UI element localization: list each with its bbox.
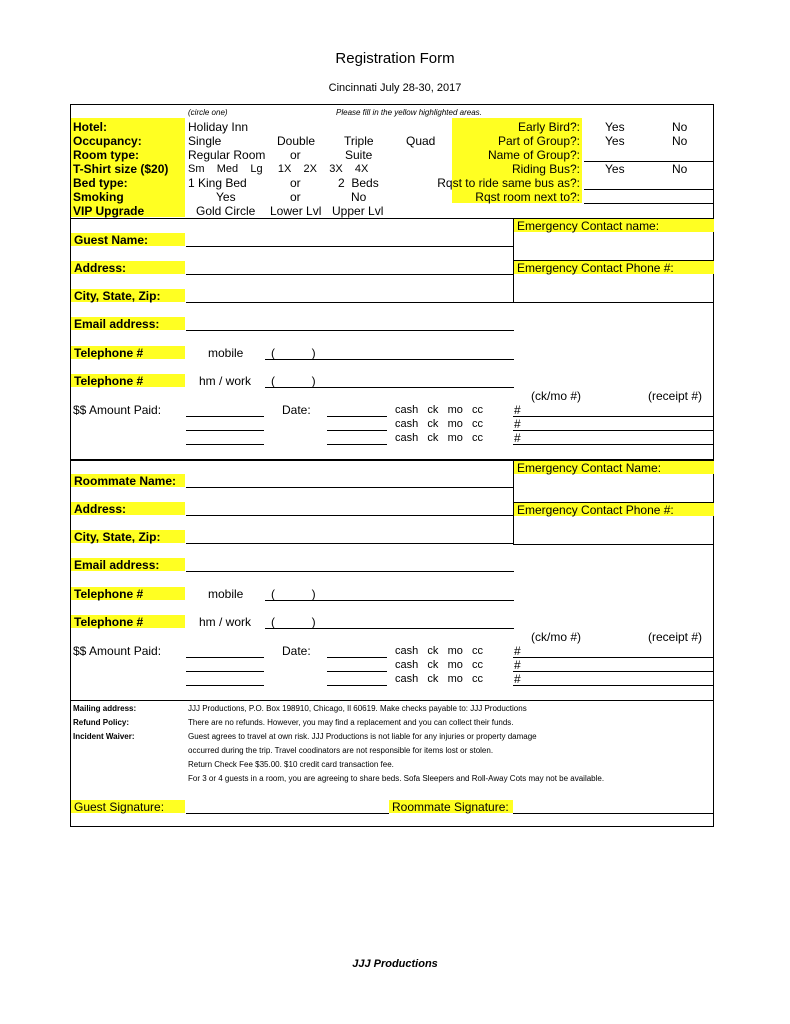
- same-bus-label: Rqst to ride same bus as?:: [437, 176, 580, 190]
- mailing-address-label: Mailing address:: [73, 704, 137, 713]
- guest-signature-line[interactable]: [186, 813, 389, 814]
- vip-lower[interactable]: Lower Lvl: [270, 204, 322, 218]
- guest-email-label: Email address:: [71, 317, 185, 330]
- roommate-amount-line-1[interactable]: [186, 657, 264, 658]
- roommate-date-line-1[interactable]: [327, 657, 387, 658]
- roommate-hash-1: #: [514, 644, 521, 658]
- guest-city-label: City, State, Zip:: [71, 289, 185, 302]
- guest-name-label: Guest Name:: [71, 233, 185, 246]
- guest-amount-line-1[interactable]: [186, 416, 264, 417]
- roommate-hmwork-paren: ( ): [271, 615, 316, 629]
- roommate-mobile-line[interactable]: [265, 600, 514, 601]
- roommate-hmwork-text: hm / work: [199, 615, 252, 629]
- guest-hash-1: #: [514, 403, 521, 417]
- bed-king[interactable]: 1 King Bed: [188, 176, 247, 190]
- roommate-receipt-line-3[interactable]: [513, 685, 714, 686]
- guest-mobile-paren: ( ): [271, 346, 316, 360]
- roommate-email-line[interactable]: [186, 571, 514, 572]
- riding-bus-yes[interactable]: Yes: [605, 162, 625, 176]
- guest-emergency-bottom: [513, 302, 714, 303]
- roommate-date-label: Date:: [282, 644, 311, 658]
- guest-address-label: Address:: [71, 261, 185, 274]
- circle-one-note: (circle one): [188, 108, 228, 117]
- roommate-section-bottom: [70, 700, 714, 701]
- policy-line-6: For 3 or 4 guests in a room, you are agreeing to share beds. Sofa Sleepers and Roll-Away Cots may not be available.: [188, 774, 605, 783]
- occupancy-quad[interactable]: Quad: [406, 134, 436, 148]
- roommate-date-line-2[interactable]: [327, 671, 387, 672]
- roommate-emergency-name-label: Emergency Contact Name:: [514, 461, 714, 474]
- roommate-city-label: City, State, Zip:: [71, 530, 185, 543]
- occupancy-double[interactable]: Double: [277, 134, 316, 148]
- guest-paytype-1[interactable]: cash ck mo cc: [395, 404, 484, 416]
- roommate-address-label: Address:: [71, 502, 185, 515]
- smoking-label: Smoking: [73, 190, 124, 204]
- roommate-mobile-paren: ( ): [271, 587, 316, 601]
- guest-hmwork-paren: ( ): [271, 374, 316, 388]
- fill-note: Please fill in the yellow highlighted areas.: [336, 108, 482, 117]
- smoking-or: or: [290, 190, 301, 204]
- guest-receipt-header: (receipt #): [648, 389, 703, 403]
- roommate-signature-label: Roommate Signature:: [389, 800, 513, 813]
- refund-policy-label: Refund Policy:: [73, 718, 130, 727]
- footer-company: JJJ Productions: [352, 958, 438, 970]
- riding-bus-no[interactable]: No: [672, 162, 688, 176]
- vip-upgrade-label: VIP Upgrade: [73, 204, 145, 218]
- room-next-line[interactable]: [584, 203, 714, 204]
- guest-amount-line-2[interactable]: [186, 430, 264, 431]
- guest-hmwork-text: hm / work: [199, 374, 252, 388]
- name-group-line[interactable]: [584, 161, 714, 162]
- smoking-yes[interactable]: Yes: [216, 190, 236, 204]
- guest-paytype-2[interactable]: cash ck mo cc: [395, 418, 484, 430]
- roommate-paid-label: $$ Amount Paid:: [73, 644, 162, 658]
- guest-emergency-phone-label: Emergency Contact Phone #:: [514, 261, 714, 274]
- guest-name-line[interactable]: [186, 246, 514, 247]
- hotel-value: Holiday Inn: [188, 120, 249, 134]
- same-bus-line[interactable]: [584, 189, 714, 190]
- policy-line-2: There are no refunds. However, you may find a replacement and you can collect their funds.: [188, 718, 514, 727]
- early-bird-no[interactable]: No: [672, 120, 688, 134]
- roommate-ckmo-header: (ck/mo #): [531, 630, 582, 644]
- part-group-no[interactable]: No: [672, 134, 688, 148]
- policy-line-1: JJJ Productions, P.O. Box 198910, Chicago, Il 60619. Make checks payable to: JJJ Productions: [188, 704, 527, 713]
- incident-waiver-label: Incident Waiver:: [73, 732, 135, 741]
- vip-gold[interactable]: Gold Circle: [196, 204, 256, 218]
- page-title: Registration Form: [335, 50, 455, 67]
- part-group-yes[interactable]: Yes: [605, 134, 625, 148]
- roommate-name-label: Roommate Name:: [71, 474, 185, 487]
- roommate-amount-line-3[interactable]: [186, 685, 264, 686]
- guest-date-line-1[interactable]: [327, 416, 387, 417]
- roommate-paytype-1[interactable]: cash ck mo cc: [395, 645, 484, 657]
- guest-hmwork-line[interactable]: [265, 387, 514, 388]
- roommate-hash-2: #: [514, 658, 521, 672]
- bed-or: or: [290, 176, 301, 190]
- roommate-emergency-phone-label: Emergency Contact Phone #:: [514, 503, 714, 516]
- guest-mobile-text: mobile: [208, 346, 244, 360]
- vip-upper[interactable]: Upper Lvl: [332, 204, 384, 218]
- roommate-mobile-text: mobile: [208, 587, 244, 601]
- guest-email-line[interactable]: [186, 330, 514, 331]
- roommate-address-line[interactable]: [186, 515, 514, 516]
- guest-paid-label: $$ Amount Paid:: [73, 403, 162, 417]
- room-next-label: Rqst room next to?:: [475, 190, 580, 204]
- roommate-email-label: Email address:: [71, 558, 185, 571]
- occupancy-triple[interactable]: Triple: [344, 134, 374, 148]
- roommate-tel-work-label: Telephone #: [71, 615, 185, 628]
- bed-type-label: Bed type:: [73, 176, 128, 190]
- guest-receipt-line-2[interactable]: [513, 430, 714, 431]
- room-or: or: [290, 148, 301, 162]
- tshirt-sizes[interactable]: Sm Med Lg 1X 2X 3X 4X: [188, 163, 369, 175]
- occupancy-label: Occupancy:: [73, 134, 142, 148]
- guest-hash-3: #: [514, 431, 521, 445]
- roommate-hash-3: #: [514, 672, 521, 686]
- policy-line-4: occurred during the trip. Travel coodinators are not responsible for items lost or stolen.: [188, 746, 494, 755]
- room-type-label: Room type:: [73, 148, 139, 162]
- part-group-label: Part of Group?:: [497, 134, 580, 148]
- policy-line-5: Return Check Fee $35.00. $10 credit card transaction fee.: [188, 760, 394, 769]
- guest-signature-label: Guest Signature:: [71, 800, 185, 813]
- riding-bus-label: Riding Bus?:: [511, 162, 580, 176]
- roommate-paytype-3[interactable]: cash ck mo cc: [395, 673, 484, 685]
- guest-date-label: Date:: [282, 403, 311, 417]
- room-suite[interactable]: Suite: [345, 148, 373, 162]
- occupancy-single[interactable]: Single: [188, 134, 222, 148]
- bed-two[interactable]: 2 Beds: [338, 176, 379, 190]
- early-bird-yes[interactable]: Yes: [605, 120, 625, 134]
- guest-city-line[interactable]: [186, 302, 514, 303]
- roommate-hmwork-line[interactable]: [265, 628, 514, 629]
- name-group-label: Name of Group?:: [487, 148, 580, 162]
- guest-receipt-line-3[interactable]: [513, 444, 714, 445]
- hotel-label: Hotel:: [73, 120, 107, 134]
- roommate-name-line[interactable]: [186, 487, 514, 488]
- guest-paytype-3[interactable]: cash ck mo cc: [395, 432, 484, 444]
- roommate-signature-line[interactable]: [513, 813, 714, 814]
- roommate-receipt-header: (receipt #): [648, 630, 703, 644]
- early-bird-label: Early Bird?:: [517, 120, 580, 134]
- guest-ckmo-header: (ck/mo #): [531, 389, 582, 403]
- guest-receipt-line-1[interactable]: [513, 416, 714, 417]
- tshirt-label: T-Shirt size ($20): [73, 162, 169, 176]
- roommate-amount-line-2[interactable]: [186, 671, 264, 672]
- policy-line-3: Guest agrees to travel at own risk. JJJ Productions is not liable for any injuries or property damage: [188, 732, 537, 741]
- roommate-paytype-2[interactable]: cash ck mo cc: [395, 659, 484, 671]
- guest-mobile-line[interactable]: [265, 359, 514, 360]
- guest-tel-mobile-label: Telephone #: [71, 346, 185, 359]
- event-subtitle: Cincinnati July 28-30, 2017: [328, 82, 462, 94]
- room-regular[interactable]: Regular Room: [188, 148, 266, 162]
- guest-address-line[interactable]: [186, 274, 514, 275]
- roommate-receipt-line-1[interactable]: [513, 657, 714, 658]
- guest-emergency-name-label: Emergency Contact name:: [514, 219, 714, 232]
- guest-date-line-3[interactable]: [327, 444, 387, 445]
- roommate-tel-mobile-label: Telephone #: [71, 587, 185, 600]
- roommate-city-line[interactable]: [186, 543, 514, 544]
- roommate-receipt-line-2[interactable]: [513, 671, 714, 672]
- roommate-date-line-3[interactable]: [327, 685, 387, 686]
- guest-amount-line-3[interactable]: [186, 444, 264, 445]
- guest-tel-work-label: Telephone #: [71, 374, 185, 387]
- roommate-emergency-bottom: [513, 544, 714, 545]
- smoking-no[interactable]: No: [351, 190, 367, 204]
- guest-hash-2: #: [514, 417, 521, 431]
- guest-date-line-2[interactable]: [327, 430, 387, 431]
